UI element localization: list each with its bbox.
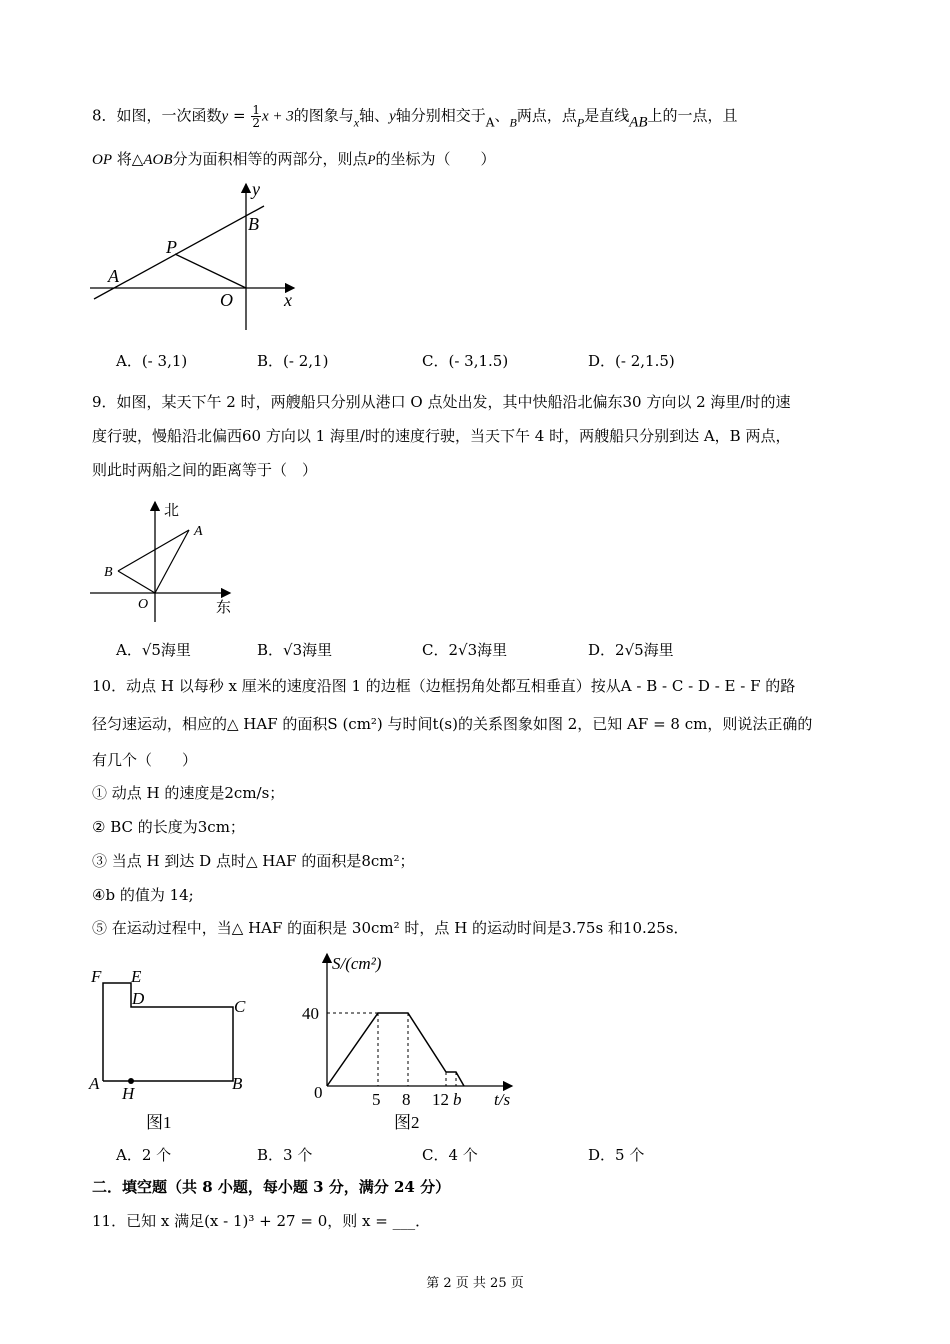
q10-label-c: C (234, 997, 246, 1016)
q10-label-a: A (89, 1074, 100, 1093)
page-footer: 第 2 页 共 25 页 (426, 1276, 524, 1291)
q9-line1: 9．如图，某天下午 2 时，两艘船只分别从港口 O 点处出发，其中快船沿北偏东30 方向以 2 海里/时的速 (92, 393, 791, 411)
q9-label-east: 东 (216, 600, 232, 616)
section-2-heading: 二．填空题（共 8 小题，每小题 3 分，满分 24 分） (92, 1178, 451, 1196)
q8-point-a: A (485, 115, 495, 130)
q8-fraction (251, 104, 261, 129)
q8-label-x: x (284, 290, 292, 310)
q8-line2 (92, 148, 495, 171)
q9-option-c[interactable]: C．2√3海里 (422, 641, 508, 659)
q9-figure (86, 498, 246, 626)
q8-var-y: y (389, 108, 396, 125)
q9-label-north: 北 (164, 503, 180, 519)
q9-option-a[interactable]: A．√5海里 (116, 641, 191, 659)
q8-label-p: P (166, 237, 177, 257)
q10-statement-4: ④b 的值为 14; (92, 886, 194, 904)
q9-segment-ob (118, 571, 155, 593)
q10-y-label: S/(cm²) (332, 954, 382, 973)
q8-label-b: B (248, 214, 259, 234)
q8-op: OP (92, 152, 112, 168)
q8-option-b[interactable]: B．(- 2,1) (257, 352, 329, 370)
q8-text: 的坐标为（ ） (375, 150, 496, 168)
q10-tick-b: b (453, 1090, 462, 1109)
q10-option-c[interactable]: C．4 个 (422, 1146, 478, 1164)
q8-text: 轴、 (359, 106, 390, 125)
q8-p: P (367, 152, 376, 167)
q9-label-o: O (138, 597, 149, 612)
q10-caption-1: 图1 (146, 1113, 172, 1132)
q8-segment-op (175, 254, 246, 288)
q10-label-h: H (122, 1084, 135, 1103)
q8-line1 (92, 104, 738, 134)
q10-line1: 10．动点 H 以每秒 x 厘米的速度沿图 1 的边框（边框拐角处都互相垂直）按从A - B - C - D - E - F 的路 (92, 677, 796, 695)
q8-point-p: P (576, 115, 585, 130)
q10-caption-2: 图2 (394, 1113, 420, 1132)
q10-option-a[interactable]: A．2 个 (116, 1146, 172, 1164)
q8-text: 的图象与 (293, 106, 354, 125)
q10-x-label: t/s (494, 1090, 511, 1109)
q10-option-d[interactable]: D．5 个 (588, 1146, 645, 1164)
q10-statement-1: ① 动点 H 的速度是2cm/s； (92, 784, 285, 802)
q10-statement-2: ② BC 的长度为3cm； (92, 818, 245, 836)
q10-figure-2 (296, 948, 528, 1136)
q10-statement-3: ③ 当点 H 到达 D 点时△ HAF 的面积是8cm²； (92, 852, 415, 870)
q10-line3: 有几个（ ） (92, 751, 198, 769)
q8-frac-den: 2 (252, 116, 260, 130)
q9-label-b: B (104, 565, 113, 580)
q8-label-a: A (108, 266, 119, 286)
q8-option-d[interactable]: D．(- 2,1.5) (588, 352, 675, 370)
q8-eq-rest: x + 3 (261, 108, 294, 125)
q10-tick-12: 12 (432, 1090, 449, 1109)
q8-text: 两点，点 (516, 106, 577, 125)
q10-line2: 径匀速运动，相应的△ HAF 的面积S (cm²) 与时间t(s)的关系图象如图 2，已知 AF = 8 cm，则说法正确的 (92, 715, 813, 733)
q10-label-e: E (131, 967, 142, 986)
q8-aob: AOB (143, 152, 173, 168)
q8-frac-num: 1 (252, 103, 260, 117)
q8-text: 8．如图，一次函数 (92, 106, 222, 125)
q8-text: 分为面积相等的两部分，则点 (172, 150, 368, 168)
q8-point-b: B (509, 115, 517, 130)
q9-line3: 则此时两船之间的距离等于（ ） (92, 461, 318, 479)
q8-text: 将△ (116, 150, 144, 168)
q10-area-curve (327, 1013, 464, 1086)
q10-option-b[interactable]: B．3 个 (257, 1146, 313, 1164)
q8-line-ab: AB (629, 114, 648, 131)
q8-text: 上的一点，且 (647, 106, 738, 125)
q8-text: 是直线 (584, 106, 630, 125)
q9-option-d[interactable]: D．2√5海里 (588, 641, 674, 659)
q10-figure-1 (86, 962, 261, 1136)
q10-tick-5: 5 (372, 1090, 381, 1109)
q10-tick-40: 40 (302, 1004, 319, 1023)
q10-statement-5: ⑤ 在运动过程中，当△ HAF 的面积是 30cm² 时，点 H 的运动时间是3.75s 和10.25s． (92, 919, 689, 937)
q9-option-b[interactable]: B．√3海里 (257, 641, 333, 659)
q8-eq-sign: = (228, 106, 251, 125)
q10-origin: 0 (314, 1083, 323, 1102)
q11-text: 11．已知 x 满足(x - 1)³ + 27 = 0，则 x = ___． (92, 1212, 431, 1230)
q8-option-a[interactable]: A．(- 3,1) (116, 352, 188, 370)
q10-label-d: D (132, 989, 145, 1008)
q8-label-o: O (220, 290, 233, 310)
q10-frame (103, 983, 233, 1081)
q8-eq-y: y (221, 108, 229, 125)
q9-line2: 度行驶，慢船沿北偏西60 方向以 1 海里/时的速度行驶，当天下午 4 时，两艘船只分别到达 A，B 两点， (92, 427, 791, 445)
q8-figure (86, 178, 306, 336)
q10-tick-8: 8 (402, 1090, 411, 1109)
q8-text: 轴分别相交于 (395, 106, 486, 125)
q8-label-y: y (252, 179, 260, 199)
q8-option-c[interactable]: C．(- 3,1.5) (422, 352, 509, 370)
q9-label-a: A (194, 524, 203, 539)
q8-var-x: x (353, 115, 360, 130)
q8-text: 、 (494, 106, 510, 125)
q10-label-f: F (91, 967, 102, 986)
q10-label-b: B (232, 1074, 243, 1093)
